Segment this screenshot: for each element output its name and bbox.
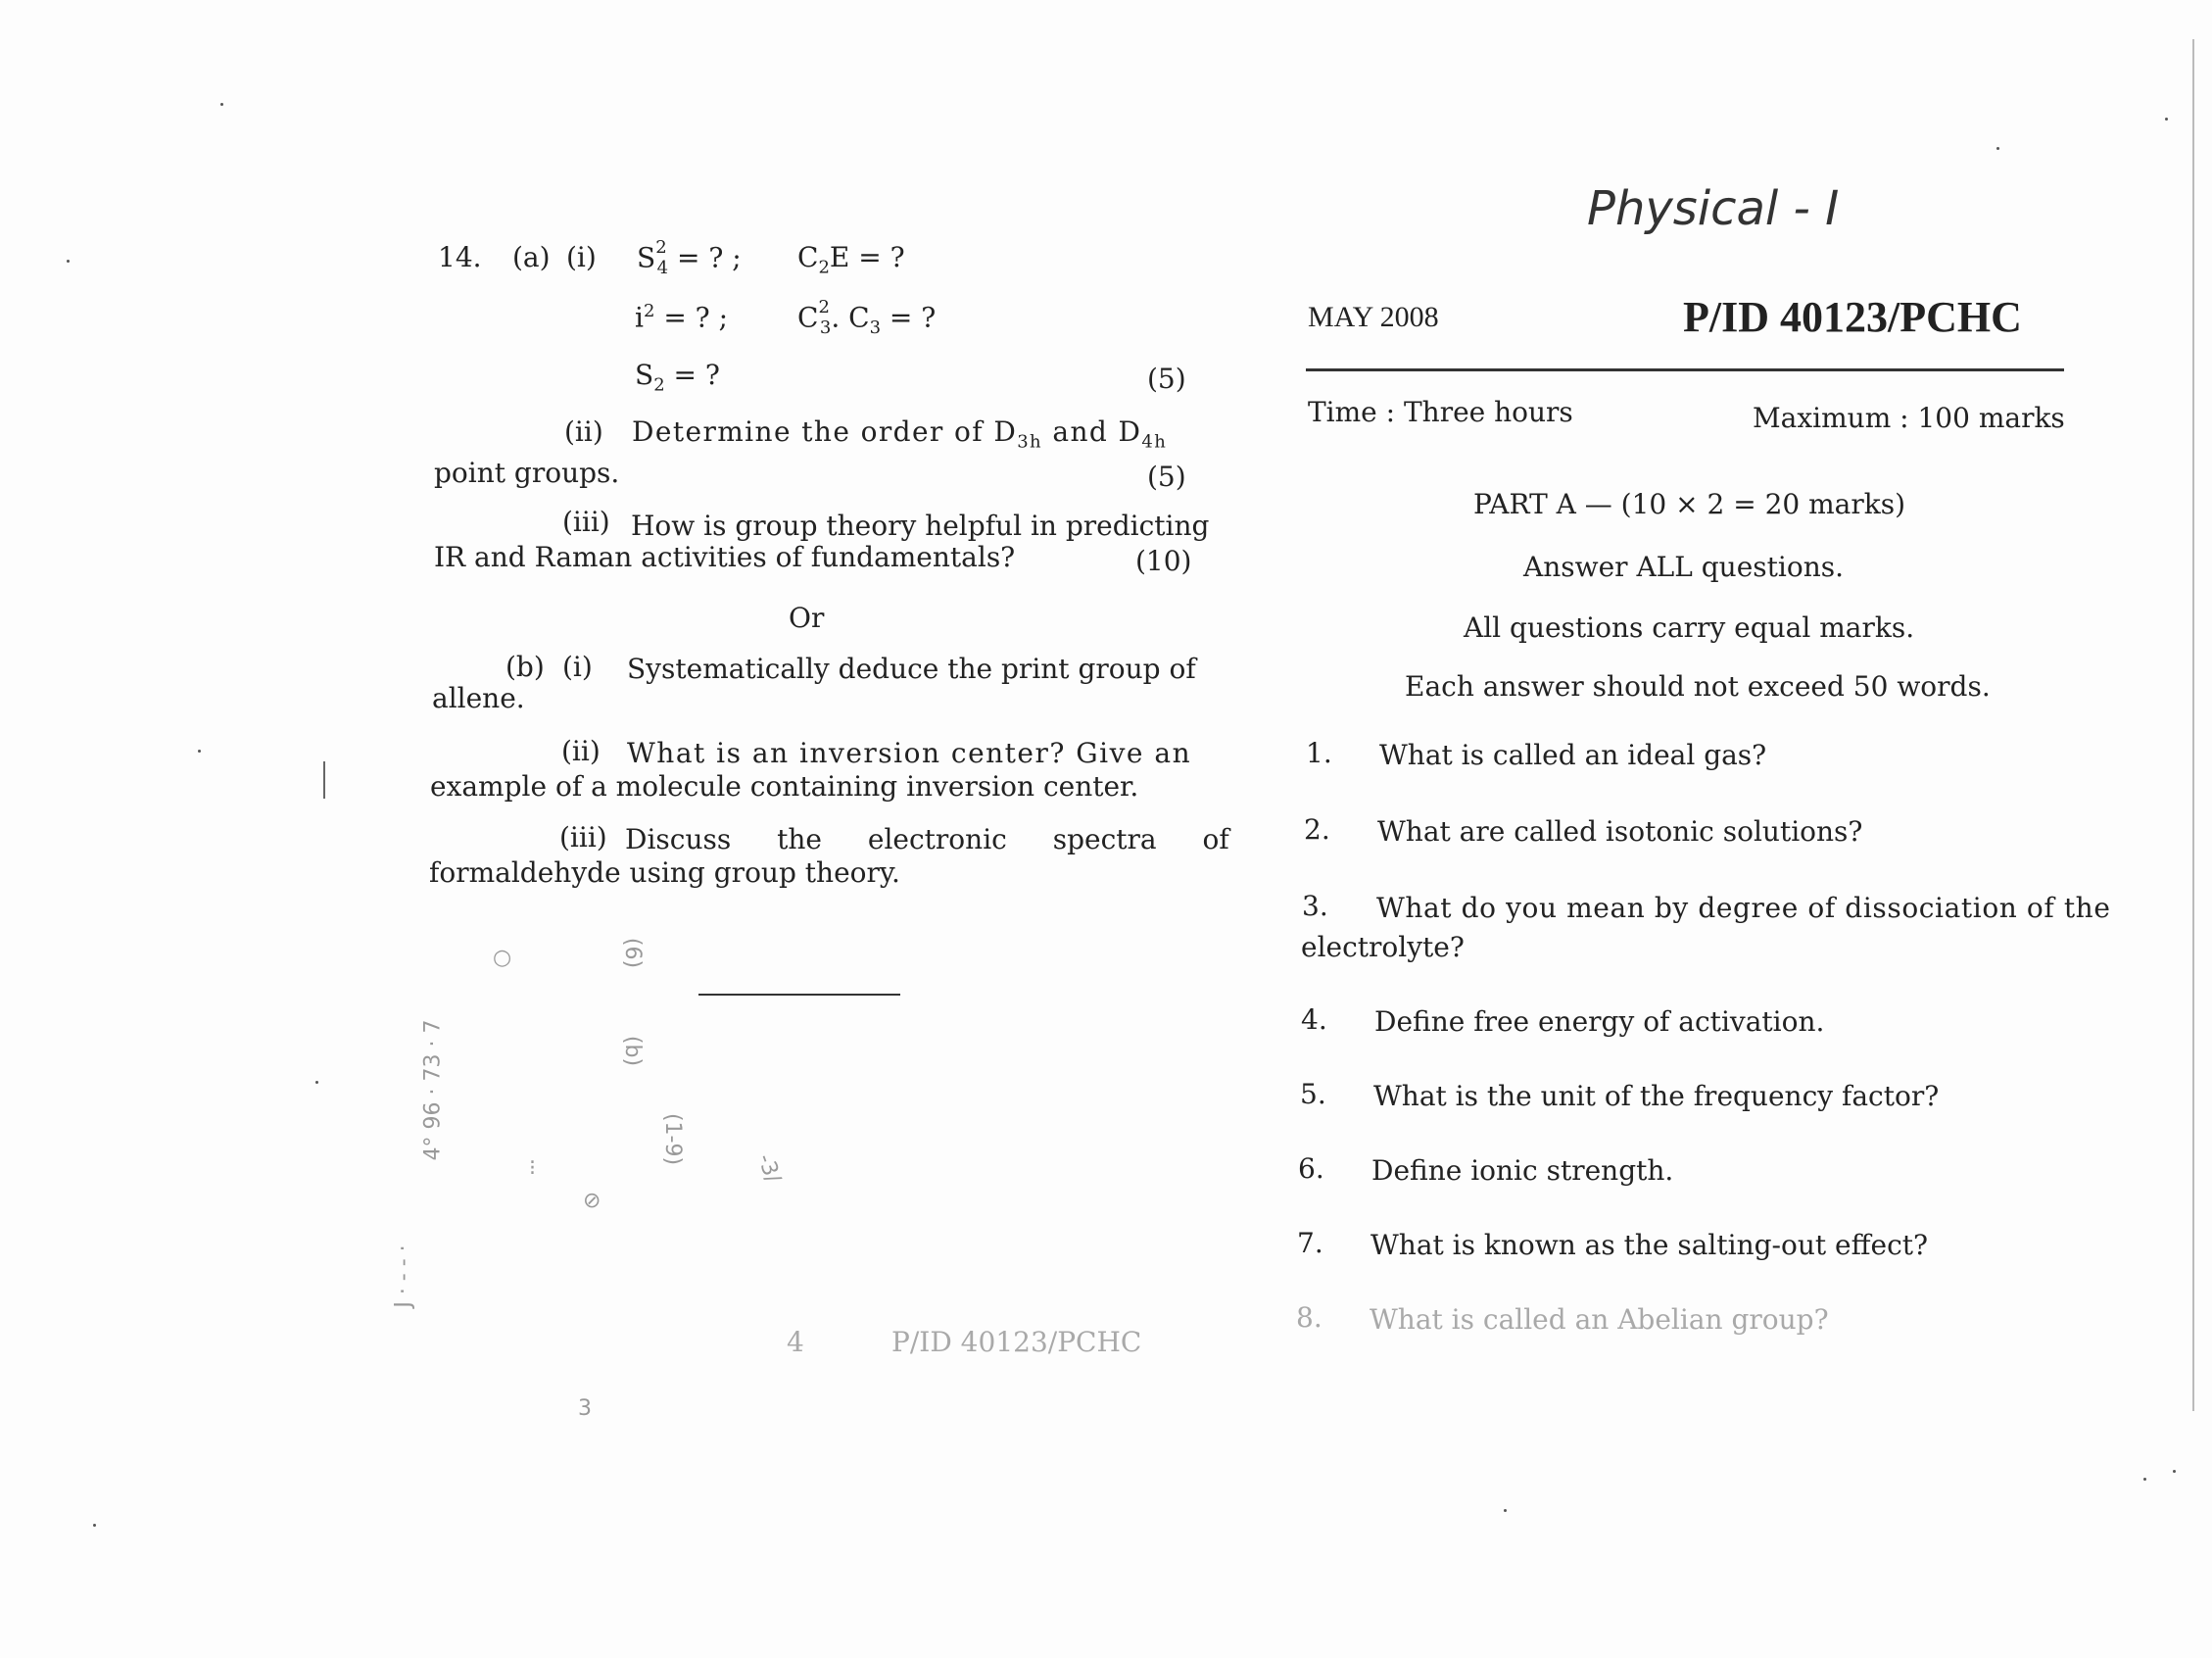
part-label: (b): [505, 651, 545, 683]
question-text: What are called isotonic solutions?: [1377, 815, 1863, 848]
question-text: electrolyte?: [1301, 931, 1465, 963]
end-rule: [698, 994, 900, 996]
question-text: IR and Raman activities of fundamentals?: [434, 541, 1016, 573]
question-number: 8.: [1296, 1301, 1322, 1334]
time-allowed: Time : Three hours: [1308, 396, 1573, 428]
header-rule: [1306, 368, 2064, 371]
question-number: 3.: [1302, 890, 1328, 922]
question-text: example of a molecule containing inversion center.: [430, 770, 1139, 803]
question-text: Discuss the electronic spectra of: [625, 823, 1229, 855]
instruction: Answer ALL questions.: [1523, 551, 1845, 583]
question-text: Determine the order of $D_{3h}$ and $D_{4h}$: [632, 415, 1168, 453]
question-text: What is an inversion center? Give an: [627, 737, 1192, 769]
equation-c2e: $C_2E$ = ?: [797, 241, 905, 278]
footer-code: P/ID 40123/PCHC: [891, 1326, 1142, 1358]
question-number: 5.: [1300, 1078, 1326, 1110]
question-number: 4.: [1301, 1003, 1327, 1036]
handwritten-title: Physical - I: [1587, 181, 1840, 236]
paper-code: P/ID 40123/PCHC: [1683, 293, 2022, 341]
subpart-label: (ii): [564, 415, 603, 448]
question-text: What is called an ideal gas?: [1379, 739, 1767, 771]
subpart-label: (iii): [559, 821, 607, 853]
part-heading: PART A — (10 × 2 = 20 marks): [1473, 488, 1905, 520]
question-text: What is the unit of the frequency factor?: [1373, 1080, 1940, 1112]
exam-date: MAY 2008: [1308, 301, 1439, 333]
question-text: Define ionic strength.: [1371, 1154, 1674, 1187]
part-label: (a): [512, 241, 551, 273]
subpart-label: (iii): [562, 506, 610, 538]
question-text: What is known as the salting-out effect?: [1370, 1229, 1929, 1261]
equation-i2: $i^2$ = ? ;: [635, 301, 729, 334]
marks: (5): [1147, 461, 1186, 493]
question-text: point groups.: [434, 457, 620, 489]
subpart-label: (i): [566, 241, 597, 273]
maximum-marks: Maximum : 100 marks: [1753, 402, 2065, 434]
page-number: 4: [787, 1326, 804, 1358]
subpart-label: (i): [562, 651, 593, 683]
question-number: 7.: [1297, 1227, 1323, 1259]
instruction: Each answer should not exceed 50 words.: [1405, 670, 1991, 703]
question-text: What do you mean by degree of dissociation of the: [1376, 892, 2111, 924]
question-number: 1.: [1306, 737, 1332, 769]
subpart-label: (ii): [561, 735, 601, 767]
question-text: How is group theory helpful in predicting: [631, 510, 1210, 542]
question-number: 14.: [438, 241, 482, 273]
question-text: What is called an Abelian group?: [1370, 1303, 1829, 1336]
equation-s2: $S_2$ = ?: [635, 359, 720, 396]
question-text: allene.: [432, 682, 525, 714]
equation-s4: $S^2_4$ = ? ;: [637, 237, 742, 278]
instruction: All questions carry equal marks.: [1464, 611, 1915, 644]
marks: (10): [1135, 545, 1192, 577]
question-text: Systematically deduce the print group of: [627, 653, 1196, 685]
question-text: formaldehyde using group theory.: [429, 856, 900, 889]
question-number: 2.: [1304, 813, 1330, 846]
or-separator: Or: [789, 602, 825, 634]
question-number: 6.: [1298, 1152, 1324, 1185]
equation-c3: $C^2_3$. $C_3$ = ?: [797, 297, 937, 338]
question-text: Define free energy of activation.: [1374, 1005, 1825, 1038]
marks: (5): [1147, 363, 1186, 395]
